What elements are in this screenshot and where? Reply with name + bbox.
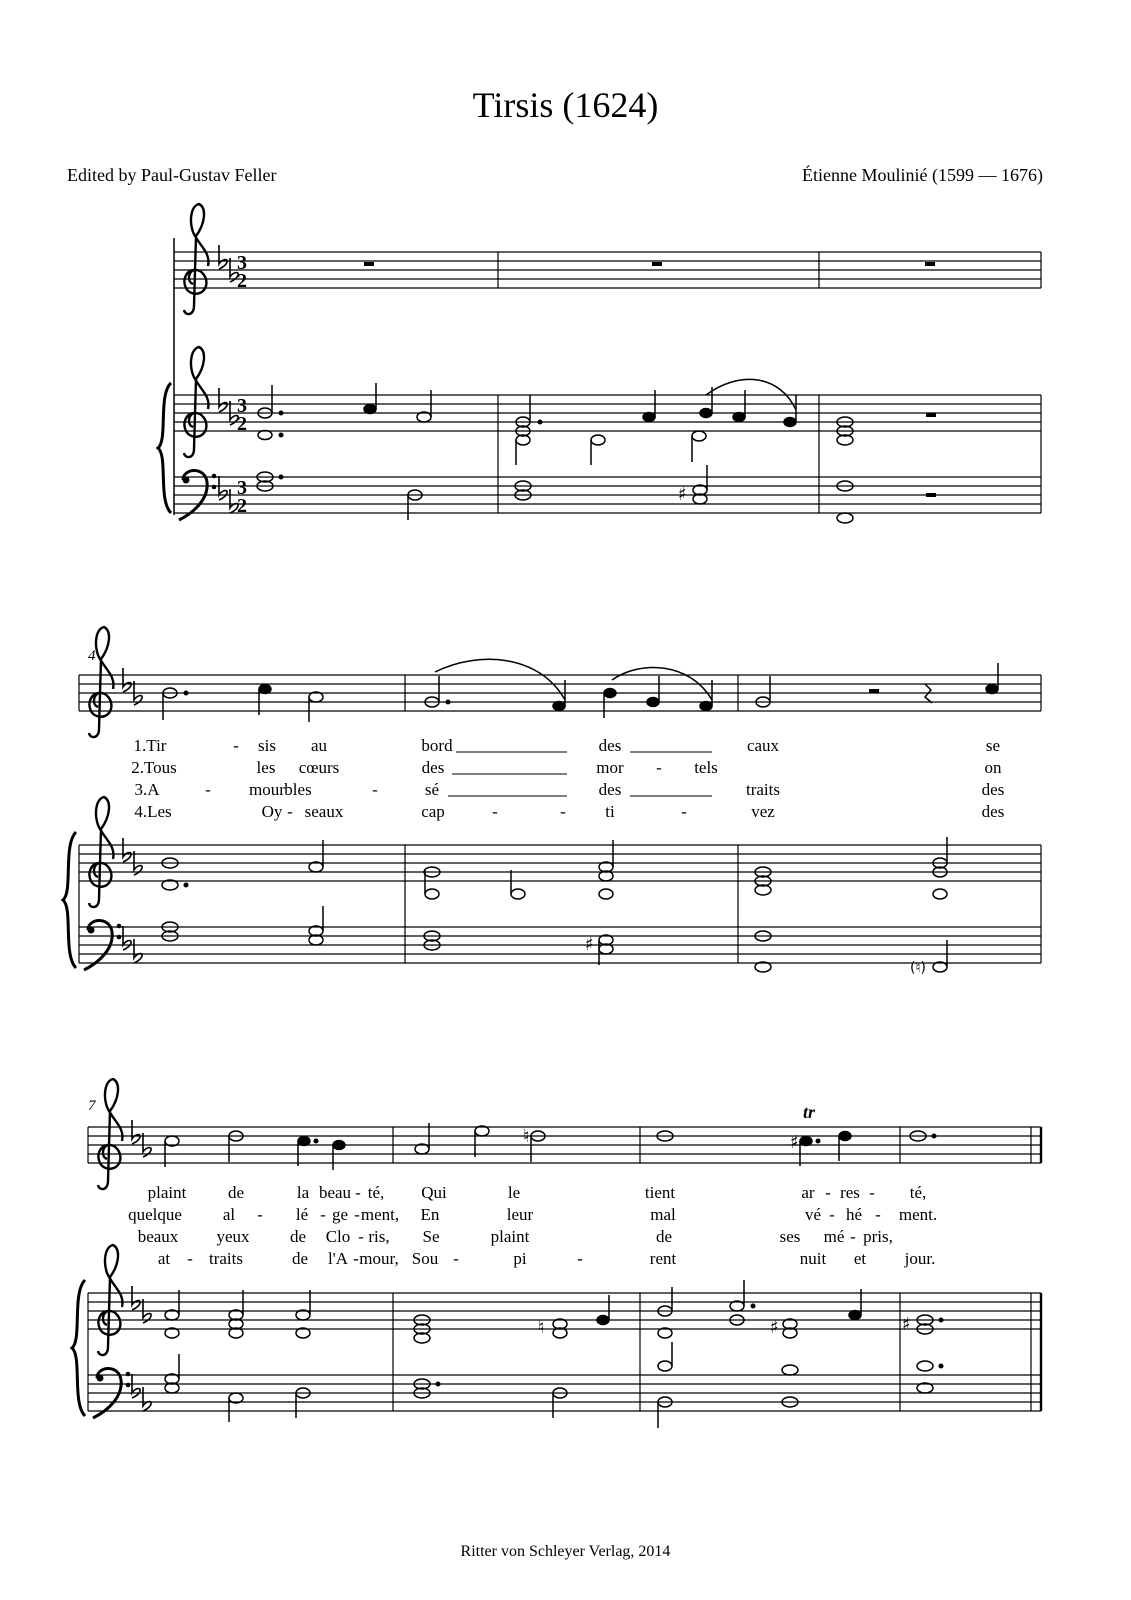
svg-text:lé: lé	[295, 1205, 309, 1224]
svg-text:beau: beau	[318, 1183, 352, 1202]
svg-text:traits: traits	[209, 1249, 243, 1268]
svg-text:-: -	[656, 758, 662, 777]
svg-text:se: se	[985, 736, 1001, 755]
treble-clef	[89, 797, 113, 907]
svg-text:la: la	[296, 1183, 310, 1202]
piano-brace	[63, 832, 76, 968]
svg-text:res: res	[840, 1183, 860, 1202]
treble-clef	[98, 1079, 122, 1189]
svg-text:des: des	[981, 802, 1005, 821]
svg-text:des: des	[598, 780, 622, 799]
piano-bass-staff-1	[174, 477, 1041, 513]
time-sig-top: 3	[237, 395, 247, 417]
svg-text:-: -	[354, 1205, 360, 1224]
svg-text:-: -	[233, 736, 239, 755]
flat-sign	[123, 668, 131, 692]
svg-text:Se: Se	[422, 1227, 440, 1246]
piano-notes-2	[162, 837, 947, 899]
svg-text:♯: ♯	[902, 1314, 911, 1335]
svg-text:En: En	[420, 1205, 440, 1224]
svg-text:caux: caux	[746, 736, 780, 755]
svg-text:-: -	[850, 1227, 856, 1246]
svg-text:mour: mour	[249, 780, 285, 799]
svg-text:vez: vez	[751, 802, 775, 821]
svg-text:au: au	[310, 736, 328, 755]
svg-text:-: -	[829, 1205, 835, 1224]
measure-number: 7	[88, 1098, 96, 1114]
time-sig-top: 3	[237, 477, 247, 499]
piano-bass-notes-1	[257, 465, 936, 523]
svg-text:-: -	[358, 1227, 364, 1246]
svg-text:-: -	[875, 1205, 881, 1224]
time-sig-top: 3	[237, 252, 247, 274]
svg-text:rent: rent	[649, 1249, 677, 1268]
composer-credit: Étienne Moulinié (1599 — 1676)	[802, 165, 1043, 185]
system-2	[63, 627, 1041, 976]
svg-text:pi: pi	[513, 1249, 527, 1268]
flat-sign	[134, 939, 142, 963]
flat-sign	[123, 926, 131, 950]
svg-text:des: des	[598, 736, 622, 755]
svg-text:les: les	[256, 758, 276, 777]
whole-rest	[364, 262, 374, 266]
svg-text:tels: tels	[694, 758, 718, 777]
svg-text:1.Tir: 1.Tir	[133, 736, 167, 755]
svg-text:et: et	[853, 1249, 867, 1268]
piano-bass-notes-3	[165, 1342, 943, 1428]
svg-text:mour,: mour,	[359, 1249, 399, 1268]
svg-text:-: -	[577, 1249, 583, 1268]
svg-text:at: at	[157, 1249, 171, 1268]
svg-text:ti: ti	[605, 802, 615, 821]
svg-text:leur: leur	[506, 1205, 534, 1224]
svg-text:♯: ♯	[790, 1132, 799, 1153]
svg-text:4.Les: 4.Les	[134, 802, 172, 821]
svg-text:ment,: ment,	[360, 1205, 400, 1224]
svg-text:plaint: plaint	[490, 1227, 530, 1246]
treble-clef	[184, 204, 208, 314]
svg-text:nuit: nuit	[799, 1249, 827, 1268]
whole-rest	[925, 262, 935, 266]
svg-text:-: -	[492, 802, 498, 821]
svg-text:sé: sé	[424, 780, 440, 799]
svg-text:Sou: Sou	[411, 1249, 439, 1268]
treble-clef	[98, 1245, 122, 1355]
svg-text:-: -	[355, 1183, 361, 1202]
svg-text:quelque: quelque	[128, 1205, 182, 1224]
svg-text:ses: ses	[779, 1227, 801, 1246]
svg-text:de: de	[291, 1249, 309, 1268]
treble-clef	[89, 627, 113, 737]
svg-text:3.A: 3.A	[134, 780, 160, 799]
svg-text:Qui: Qui	[421, 1183, 447, 1202]
svg-text:ris,: ris,	[368, 1227, 390, 1246]
svg-text:plaint: plaint	[147, 1183, 187, 1202]
svg-text:-: -	[372, 780, 378, 799]
publisher-footer: Ritter von Schleyer Verlag, 2014	[460, 1543, 671, 1560]
svg-text:♮: ♮	[538, 1317, 545, 1338]
svg-text:-: -	[353, 1249, 359, 1268]
svg-text:♯: ♯	[678, 484, 687, 505]
svg-text:de: de	[655, 1227, 673, 1246]
flat-sign	[132, 1120, 140, 1144]
courtesy-natural: (♮)	[910, 960, 926, 976]
svg-text:yeux: yeux	[216, 1227, 250, 1246]
svg-text:-: -	[257, 1205, 263, 1224]
voice-staff-1	[174, 252, 1041, 288]
svg-text:beaux: beaux	[137, 1227, 179, 1246]
time-sig-bottom: 2	[237, 413, 247, 435]
svg-text:bles: bles	[284, 780, 312, 799]
svg-text:al: al	[222, 1205, 236, 1224]
flat-sign	[219, 476, 227, 500]
svg-text:des: des	[981, 780, 1005, 799]
svg-text:-: -	[825, 1183, 831, 1202]
svg-text:seaux: seaux	[304, 802, 344, 821]
svg-text:jour.: jour.	[904, 1249, 936, 1268]
svg-text:tient: tient	[644, 1183, 676, 1202]
editor-credit: Edited by Paul-Gustav Feller	[67, 165, 277, 185]
svg-text:mé: mé	[823, 1227, 845, 1246]
piano-bass-notes-2	[162, 906, 947, 976]
svg-text:-: -	[681, 802, 687, 821]
piano-brace	[158, 383, 171, 513]
svg-text:Clo: Clo	[325, 1227, 351, 1246]
svg-text:té,: té,	[367, 1183, 385, 1202]
svg-text:-: -	[187, 1249, 193, 1268]
svg-text:de: de	[289, 1227, 307, 1246]
svg-text:des: des	[421, 758, 445, 777]
lyrics-system-3	[128, 1183, 937, 1268]
svg-text:ge: ge	[331, 1205, 349, 1224]
svg-text:-: -	[560, 802, 566, 821]
whole-rest	[652, 262, 662, 266]
flat-sign	[143, 1387, 151, 1411]
flat-sign	[132, 1374, 140, 1398]
flat-sign	[123, 838, 131, 862]
flat-sign	[219, 245, 227, 269]
piano-brace	[72, 1280, 85, 1416]
system-1	[158, 204, 1041, 523]
svg-text:♯: ♯	[585, 934, 594, 955]
piano-bass-staff-3	[88, 1375, 1041, 1411]
svg-text:cœurs: cœurs	[298, 758, 340, 777]
svg-text:2.Tous: 2.Tous	[131, 758, 177, 777]
svg-text:-: -	[205, 780, 211, 799]
svg-text:mor: mor	[596, 758, 624, 777]
svg-text:traits: traits	[746, 780, 780, 799]
page-title: Tirsis (1624)	[472, 85, 659, 125]
svg-text:♮: ♮	[523, 1126, 530, 1147]
lyrics-system-2	[131, 736, 1004, 821]
svg-text:-: -	[869, 1183, 875, 1202]
svg-text:♯: ♯	[770, 1317, 779, 1338]
svg-text:cap: cap	[421, 802, 445, 821]
treble-clef	[184, 347, 208, 457]
svg-text:-: -	[453, 1249, 459, 1268]
time-sig-bottom: 2	[237, 270, 247, 292]
svg-text:-: -	[320, 1205, 326, 1224]
svg-text:vé: vé	[804, 1205, 822, 1224]
measure-number: 4	[88, 648, 96, 664]
svg-text:té,: té,	[909, 1183, 927, 1202]
svg-text:on: on	[984, 758, 1002, 777]
voice-notes-2	[163, 659, 998, 722]
svg-text:ar: ar	[801, 1183, 815, 1202]
svg-text:Oy: Oy	[261, 802, 283, 821]
svg-text:bord: bord	[421, 736, 453, 755]
flat-sign	[132, 1286, 140, 1310]
svg-text:ment.: ment.	[898, 1205, 938, 1224]
svg-text:-: -	[287, 802, 293, 821]
svg-text:mal: mal	[650, 1205, 676, 1224]
svg-text:le: le	[507, 1183, 521, 1202]
system-3	[72, 1079, 1041, 1428]
svg-text:hé: hé	[845, 1205, 863, 1224]
svg-text:l'A: l'A	[327, 1249, 349, 1268]
trill-marking: tr	[803, 1102, 816, 1122]
svg-text:de: de	[227, 1183, 245, 1202]
piano-bass-staff-2	[79, 927, 1041, 963]
flat-sign	[219, 388, 227, 412]
time-sig-bottom: 2	[237, 495, 247, 517]
svg-text:sis: sis	[258, 736, 276, 755]
svg-text:pris,: pris,	[863, 1227, 893, 1246]
